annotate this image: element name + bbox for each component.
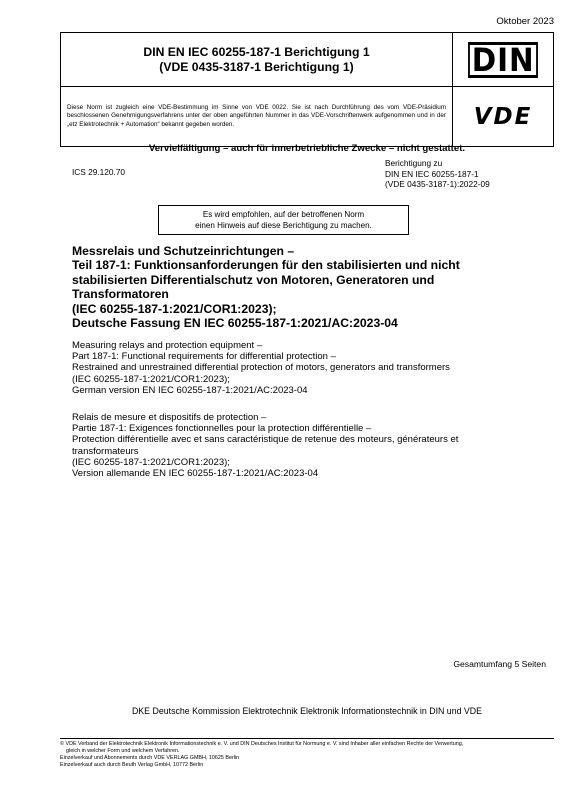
- vde-logo-cell: [453, 87, 554, 147]
- title-de-line: Teil 187-1: Funktionsanforderungen für den stabilisierten und nicht: [72, 258, 460, 273]
- page-count: Gesamtumfang 5 Seiten: [453, 659, 546, 669]
- copyright-footer: [60, 741, 560, 769]
- hint-line-2: einen Hinweis auf diese Berichtigung zu machen.: [195, 221, 372, 230]
- header-table: [60, 32, 554, 147]
- title-line-2: (VDE 0435-3187-1 Berichtigung 1): [159, 59, 354, 74]
- title-de-line: stabilisierten Differentialschutz von Motoren, Generatoren und: [72, 272, 435, 287]
- footer-line: © VDE Verband der Elektrotechnik Elektronik Informationstechnik e. V. und DIN Deutsches Institut für Normung e. V. sind Inhaber aller einfachen Rechte der Verwertung,: [60, 741, 464, 747]
- footer-line: gleich in welcher Form und welchem Verfahren.: [66, 748, 180, 754]
- document-title: [61, 33, 453, 87]
- title-de-line: Transformatoren: [72, 287, 169, 302]
- title-fr-line: Partie 187-1: Exigences fonctionnelles pour la protection différentielle –: [72, 423, 372, 435]
- title-fr-line: transformateurs: [72, 445, 139, 457]
- title-fr-line: (IEC 60255-187-1:2021/COR1:2023);: [72, 456, 230, 468]
- title-fr-line: Relais de mesure et dispositifs de protection –: [72, 412, 267, 423]
- german-title: [72, 244, 542, 330]
- title-de-line: Deutsche Fassung EN IEC 60255-187-1:2021/AC:2023-04: [72, 316, 398, 331]
- title-fr-line: Protection différentielle avec et sans caractéristique de retenue des moteurs, générateurs et: [72, 434, 459, 446]
- vde-note: Diese Norm ist zugleich eine VDE-Bestimmung im Sinne von VDE 0022. Sie ist nach Durchführung des vom VDE-Präsidium beschlossenen Genehmigungsverfahrens unter der oben angeführten Nummer in das VDE-Vorschriftenwerk aufgenommen und in der „etz Elektrotechnik + Automation“ bekannt gegeben worden.: [61, 87, 453, 147]
- title-de-line: Messrelais und Schutzeinrichtungen –: [72, 244, 295, 258]
- din-logo-cell: [453, 33, 554, 87]
- title-fr-line: Version allemande EN IEC 60255-187-1:2021/AC:2023-04: [72, 468, 319, 480]
- title-line-1: DIN EN IEC 60255-187-1 Berichtigung 1: [143, 44, 370, 59]
- corrigendum-line-1: Berichtigung zu: [385, 158, 443, 168]
- title-en-line: (IEC 60255-187-1:2021/COR1:2023);: [72, 373, 230, 385]
- dke-commission: DKE Deutsche Kommission Elektrotechnik Elektronik Informationstechnik in DIN und VDE: [131, 706, 483, 716]
- corrigendum-reference: [385, 158, 490, 190]
- hint-line-1: Es wird empfohlen, auf der betroffenen Norm: [202, 210, 365, 219]
- title-en-line: Measuring relays and protection equipment –: [72, 340, 263, 351]
- vde-logo: VDE: [473, 103, 533, 130]
- ics-code: ICS 29.120.70: [72, 167, 126, 177]
- title-en-line: Restrained and unrestrained differential protection of motors, generators and transformers: [72, 362, 450, 374]
- recommendation-box: [158, 205, 409, 235]
- corrigendum-line-2: DIN EN IEC 60255-187-1: [385, 168, 479, 179]
- footer-line: Einzelverkauf und Abonnements durch VDE VERLAG GMBH, 10625 Berlin: [60, 755, 240, 761]
- footer-divider: [60, 738, 554, 739]
- title-de-line: (IEC 60255-187-1:2021/COR1:2023);: [72, 301, 277, 316]
- publication-date: Oktober 2023: [496, 16, 554, 27]
- title-en-line: German version EN IEC 60255-187-1:2021/AC:2023-04: [72, 384, 308, 396]
- corrigendum-line-3: (VDE 0435-3187-1):2022-09: [385, 179, 490, 190]
- english-title: [72, 340, 542, 396]
- footer-line: Einzelverkauf auch durch Beuth Verlag GmbH, 10772 Berlin: [60, 762, 204, 768]
- french-title: [72, 412, 542, 479]
- title-en-line: Part 187-1: Functional requirements for differential protection –: [72, 351, 336, 363]
- reproduction-notice: Vervielfältigung – auch für innerbetriebliche Zwecke – nicht gestattet.: [148, 143, 466, 154]
- din-logo: DIN: [468, 42, 538, 78]
